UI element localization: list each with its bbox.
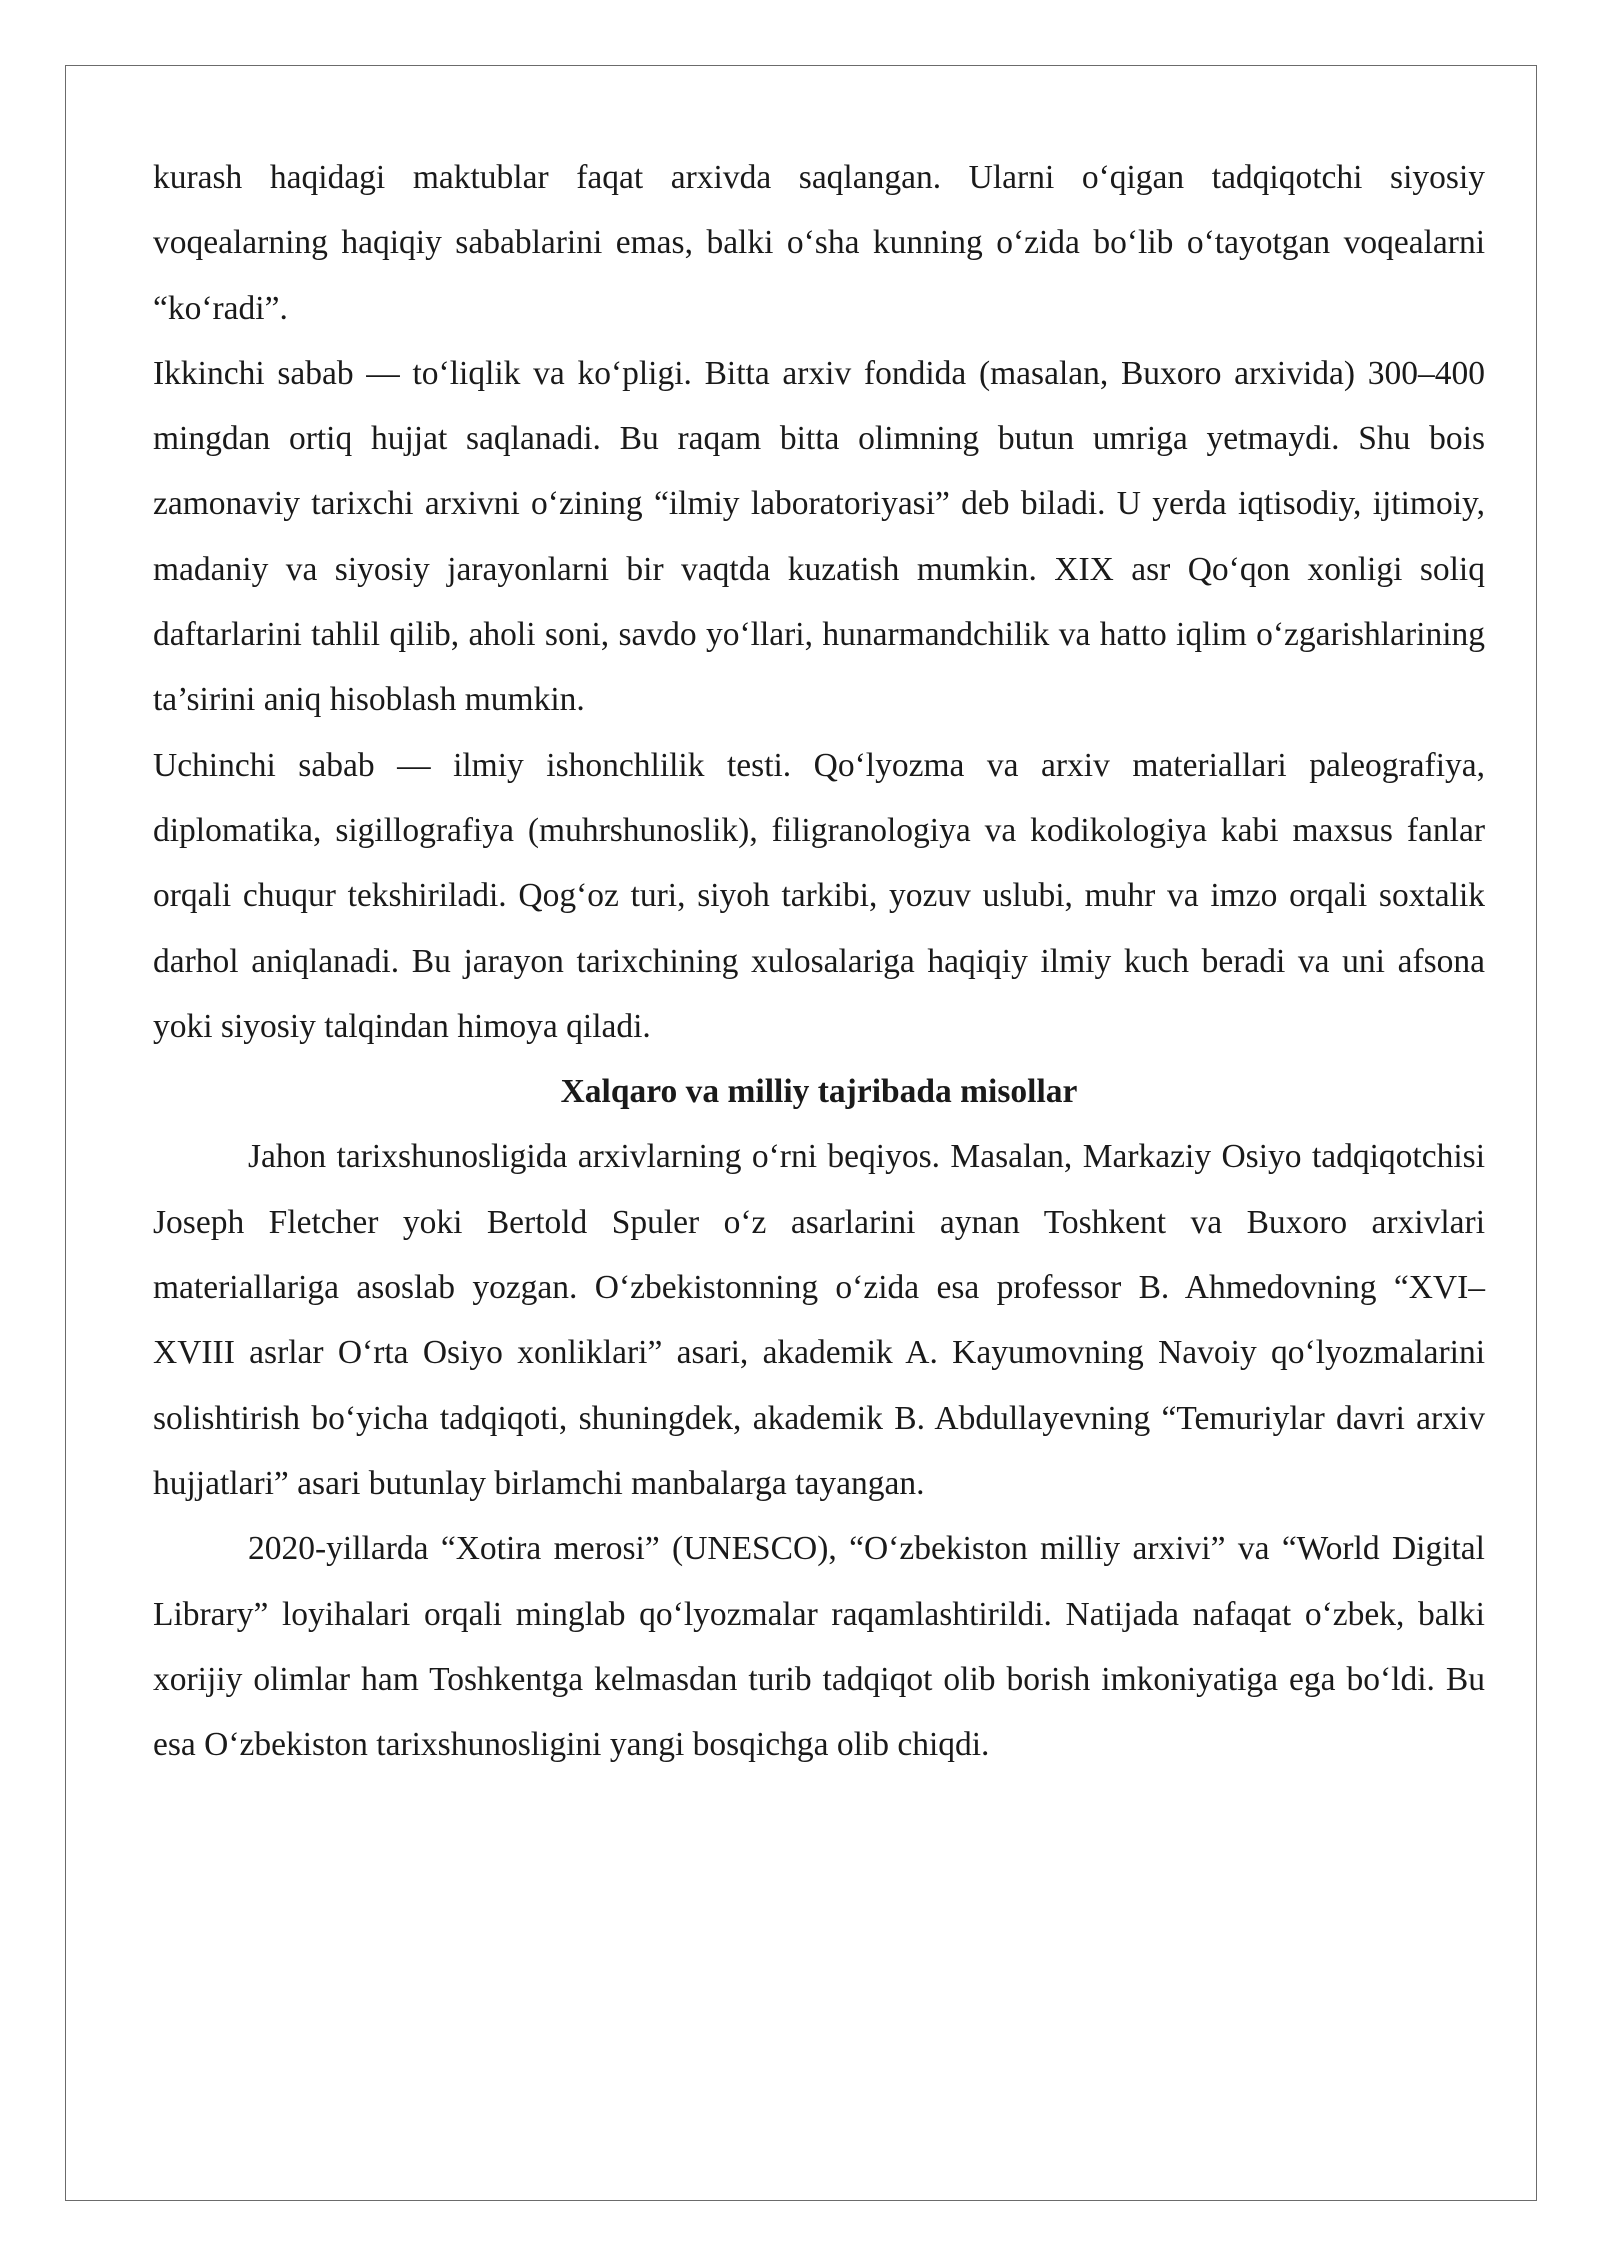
paragraph-digitization: 2020-yillarda “Xotira merosi” (UNESCO), “O‘zbekiston milliy arxivi” va “World Digital Library” loyihalari orqali minglab qo‘lyozmalar raqamlashtirildi. Natijada nafaqat o‘zbek, balki xorijiy olimlar ham Toshkentga kelmasdan turib tadqiqot olib borish imkoniyatiga ega bo‘ldi. Bu esa O‘zbekiston tarixshunosligini yangi bosqichga olib chiqdi. <box>153 1530 1485 1764</box>
document-body <box>153 145 1485 1777</box>
section-heading: Xalqaro va milliy tajribada misollar <box>560 1073 1078 1111</box>
paragraph-second-reason: Ikkinchi sabab — to‘liqlik va ko‘pligi. Bitta arxiv fondida (masalan, Buxoro arxivida) 300–400 mingdan ortiq hujjat saqlanadi. Bu raqam bitta olimning butun umriga yetmaydi. Shu bois zamonaviy tarixchi arxivni o‘zining “ilmiy laboratoriyasi” deb biladi. U yerda iqtisodiy, ijtimoiy, madaniy va siyosiy jarayonlarni bir vaqtda kuzatish mumkin. XIX asr Qo‘qon xonligi soliq daftarlarini tahlil qilib, aholi soni, savdo yo‘llari, hunarmandchilik va hatto iqlim o‘zgarishlarining ta’sirini aniq hisoblash mumkin. <box>153 354 1485 719</box>
paragraph-third-reason: Uchinchi sabab — ilmiy ishonchlilik testi. Qo‘lyozma va arxiv materiallari paleografiya, diplomatika, sigillografiya (muhrshunoslik), filigranologiya va kodikologiya kabi maxsus fanlar orqali chuqur tekshiriladi. Qog‘oz turi, siyoh tarkibi, yozuv uslubi, muhr va imzo orqali soxtalik darhol aniqlanadi. Bu jarayon tarixchining xulosalariga haqiqiy ilmiy kuch beradi va uni afsona yoki siyosiy talqindan himoya qiladi. <box>153 746 1485 1045</box>
paragraph-continuation: kurash haqidagi maktublar faqat arxivda saqlangan. Ularni o‘qigan tadqiqotchi siyosiy voqealarning haqiqiy sabablarini emas, balki o‘sha kunning o‘zida bo‘lib o‘tayotgan voqealarni “ko‘radi”. <box>153 159 1485 327</box>
paragraph-world-historiography: Jahon tarixshunosligida arxivlarning o‘rni beqiyos. Masalan, Markaziy Osiyo tadqiqotchisi Joseph Fletcher yoki Bertold Spuler o‘z asarlarini aynan Toshkent va Buxoro arxivlari materiallariga asoslab yozgan. O‘zbekistonning o‘zida esa professor B. Ahmedovning “XVI–XVIII asrlar O‘rta Osiyo xonliklari” asari, akademik A. Kayumovning Navoiy qo‘lyozmalarini solishtirish bo‘yicha tadqiqoti, shuningdek, akademik B. Abdullayevning “Temuriylar davri arxiv hujjatlari” asari butunlay birlamchi manbalarga tayangan. <box>153 1138 1485 1502</box>
